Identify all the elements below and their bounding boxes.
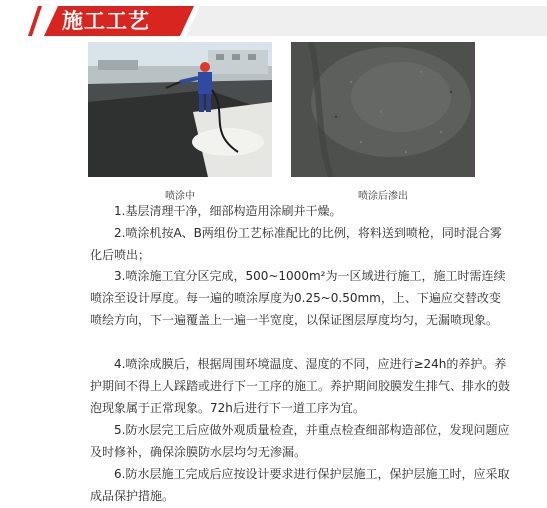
header-banner-tail [186, 6, 547, 36]
paragraph-4-text: 4.喷涂成膜后，根据周围环境温度、湿度的不同，应进行≥24h的养护。养护期间不得上人踩踏或进行下一工序的施工。养护期间胶膜发生排气、排水的鼓泡现象属于正常现象。72h后进行下一道工序为宜。 [90, 357, 511, 415]
paragraph-4 [90, 353, 510, 419]
paragraph-2 [90, 222, 510, 266]
photo-spraying-illustration [88, 42, 272, 177]
paragraph-3-text: 3.喷涂施工宜分区完成，500~1000m²为一区域进行施工，施工时需连续喷涂至设计厚度。每一遍的喷涂厚度为0.25~0.50mm，上、下遍应交替改变喷绘方向，下一遍覆盖上一遍一半宽度，以保证图层厚度均匀，无漏喷现象。 [90, 269, 506, 327]
photo-coating-illustration [291, 42, 475, 177]
header-accent-stripe [28, 6, 42, 36]
section-header [0, 0, 547, 40]
photo-coating-caption: 喷涂后渗出 [358, 191, 408, 202]
paragraph-6-text: 6.防水层施工完成后应按设计要求进行保护层施工，保护层施工时，应采取成品保护措施。 [90, 467, 510, 503]
paragraph-5-text: 5.防水层完工后应做外观质量检查，并重点检查细部构造部位，发现问题应及时修补，确保涂膜防水层均匀无渗漏。 [90, 423, 510, 459]
paragraph-6 [90, 463, 510, 507]
paragraph-1-text: 1.基层清理干净，细部构造用涂刷并干燥。 [114, 204, 342, 218]
paragraph-2-text: 2.喷涂机按A、B两组份工艺标准配比的比例，将料送到喷枪，同时混合雾化后喷出； [90, 226, 502, 262]
page-title: 施工工艺 [62, 9, 150, 33]
photo-spraying [88, 42, 272, 177]
paragraph-1 [90, 200, 510, 222]
photo-coating-texture [291, 42, 475, 177]
photo-spraying-caption: 喷涂中 [165, 191, 195, 202]
paragraph-3 [90, 265, 510, 331]
paragraph-5 [90, 419, 510, 463]
